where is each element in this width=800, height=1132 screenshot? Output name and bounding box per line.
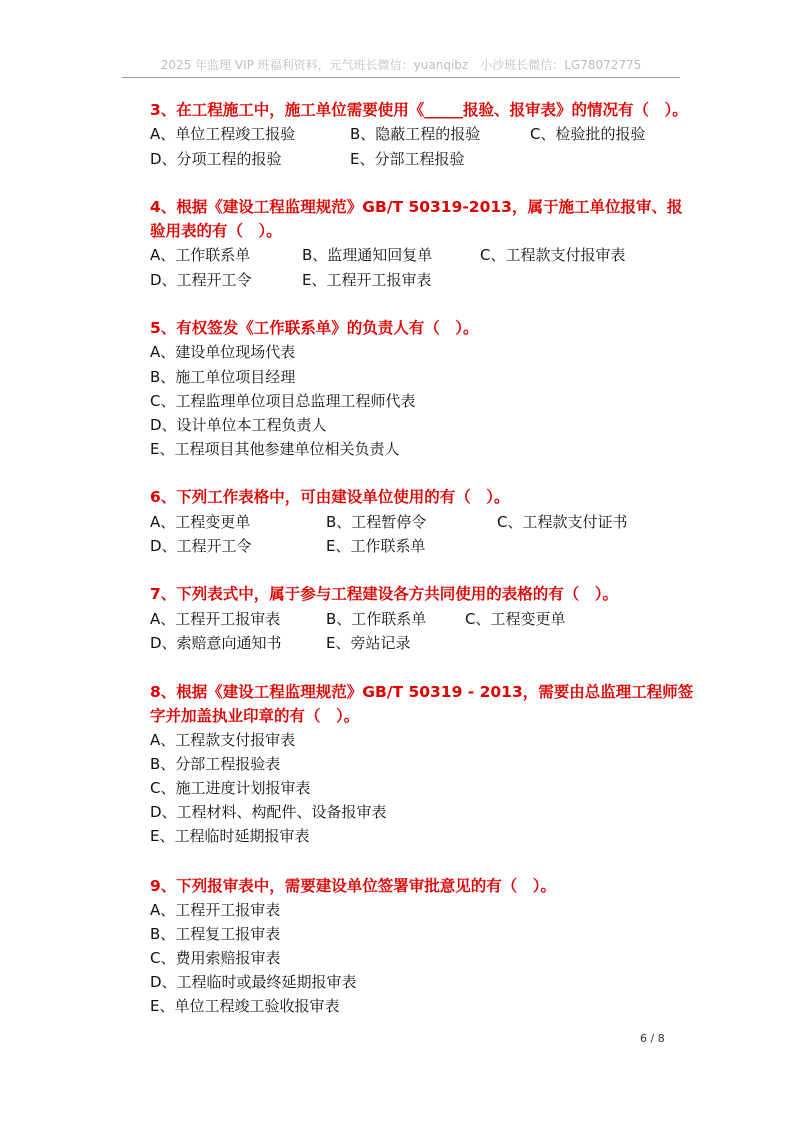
option-9a: A、工程开工报审表 (150, 901, 281, 919)
option-4b: B、监理通知回复单 (302, 246, 433, 264)
option-8c: C、施工进度计划报审表 (150, 779, 311, 797)
option-5d: D、设计单位本工程负责人 (150, 416, 327, 434)
option-9e: E、单位工程竣工验收报审表 (150, 997, 340, 1015)
question-5: 5、有权签发《工作联系单》的负责人有（ ）。 (150, 319, 479, 337)
option-8b: B、分部工程报验表 (150, 755, 281, 773)
option-3d: D、分项工程的报验 (150, 150, 282, 168)
option-8a: A、工程款支付报审表 (150, 731, 296, 749)
question-7: 7、下列表式中，属于参与工程建设各方共同使用的表格的有（ ）。 (150, 585, 619, 603)
question-8: 8、根据《建设工程监理规范》GB/T 50319 - 2013，需要由总监理工程师签字并加盖执业印章的有（ ）。 (150, 683, 694, 725)
question-6: 6、下列工作表格中，可由建设单位使用的有（ ）。 (150, 488, 510, 506)
option-7b: B、工作联系单 (326, 610, 427, 628)
option-7e: E、旁站记录 (326, 634, 411, 652)
header-divider (122, 77, 680, 78)
option-9c: C、费用索赔报审表 (150, 949, 281, 967)
option-8e: E、工程临时延期报审表 (150, 827, 310, 845)
option-6e: E、工作联系单 (326, 537, 426, 555)
option-5a: A、建设单位现场代表 (150, 343, 296, 361)
question-9: 9、下列报审表中，需要建设单位签署审批意见的有（ ）。 (150, 877, 557, 895)
option-9d: D、工程临时或最终延期报审表 (150, 973, 357, 991)
option-4c: C、工程款支付报审表 (480, 246, 626, 264)
question-4: 4、根据《建设工程监理规范》GB/T 50319-2013，属于施工单位报审、报验用表的有（ ）。 (150, 198, 683, 240)
option-4d: D、工程开工令 (150, 271, 252, 289)
option-5c: C、工程监理单位项目总监理工程师代表 (150, 392, 416, 410)
question-3: 3、在工程施工中，施工单位需要使用《_____报验、报审表》的情况有（ ）。 (150, 101, 688, 119)
option-6c: C、工程款支付证书 (497, 513, 628, 531)
page-number: 6 / 8 (640, 1032, 665, 1045)
option-6a: A、工程变更单 (150, 513, 251, 531)
option-5b: B、施工单位项目经理 (150, 368, 296, 386)
option-7d: D、索赔意向通知书 (150, 634, 282, 652)
option-7a: A、工程开工报审表 (150, 610, 281, 628)
option-6b: B、工程暂停令 (326, 513, 427, 531)
option-6d: D、工程开工令 (150, 537, 252, 555)
option-4a: A、工作联系单 (150, 246, 251, 264)
option-3b: B、隐蔽工程的报验 (350, 125, 481, 143)
option-3c: C、检验批的报验 (530, 125, 646, 143)
option-8d: D、工程材料、构配件、设备报审表 (150, 803, 387, 821)
option-7c: C、工程变更单 (465, 610, 566, 628)
option-3e: E、分部工程报验 (350, 150, 465, 168)
option-9b: B、工程复工报审表 (150, 925, 281, 943)
page-header: 2025 年监理 VIP 班福利资料，元气班长微信：yuanqibz 小沙班长微信：LG78072775 (160, 58, 642, 72)
option-4e: E、工程开工报审表 (302, 271, 432, 289)
option-3a: A、单位工程竣工报验 (150, 125, 296, 143)
option-5e: E、工程项目其他参建单位相关负责人 (150, 440, 400, 458)
